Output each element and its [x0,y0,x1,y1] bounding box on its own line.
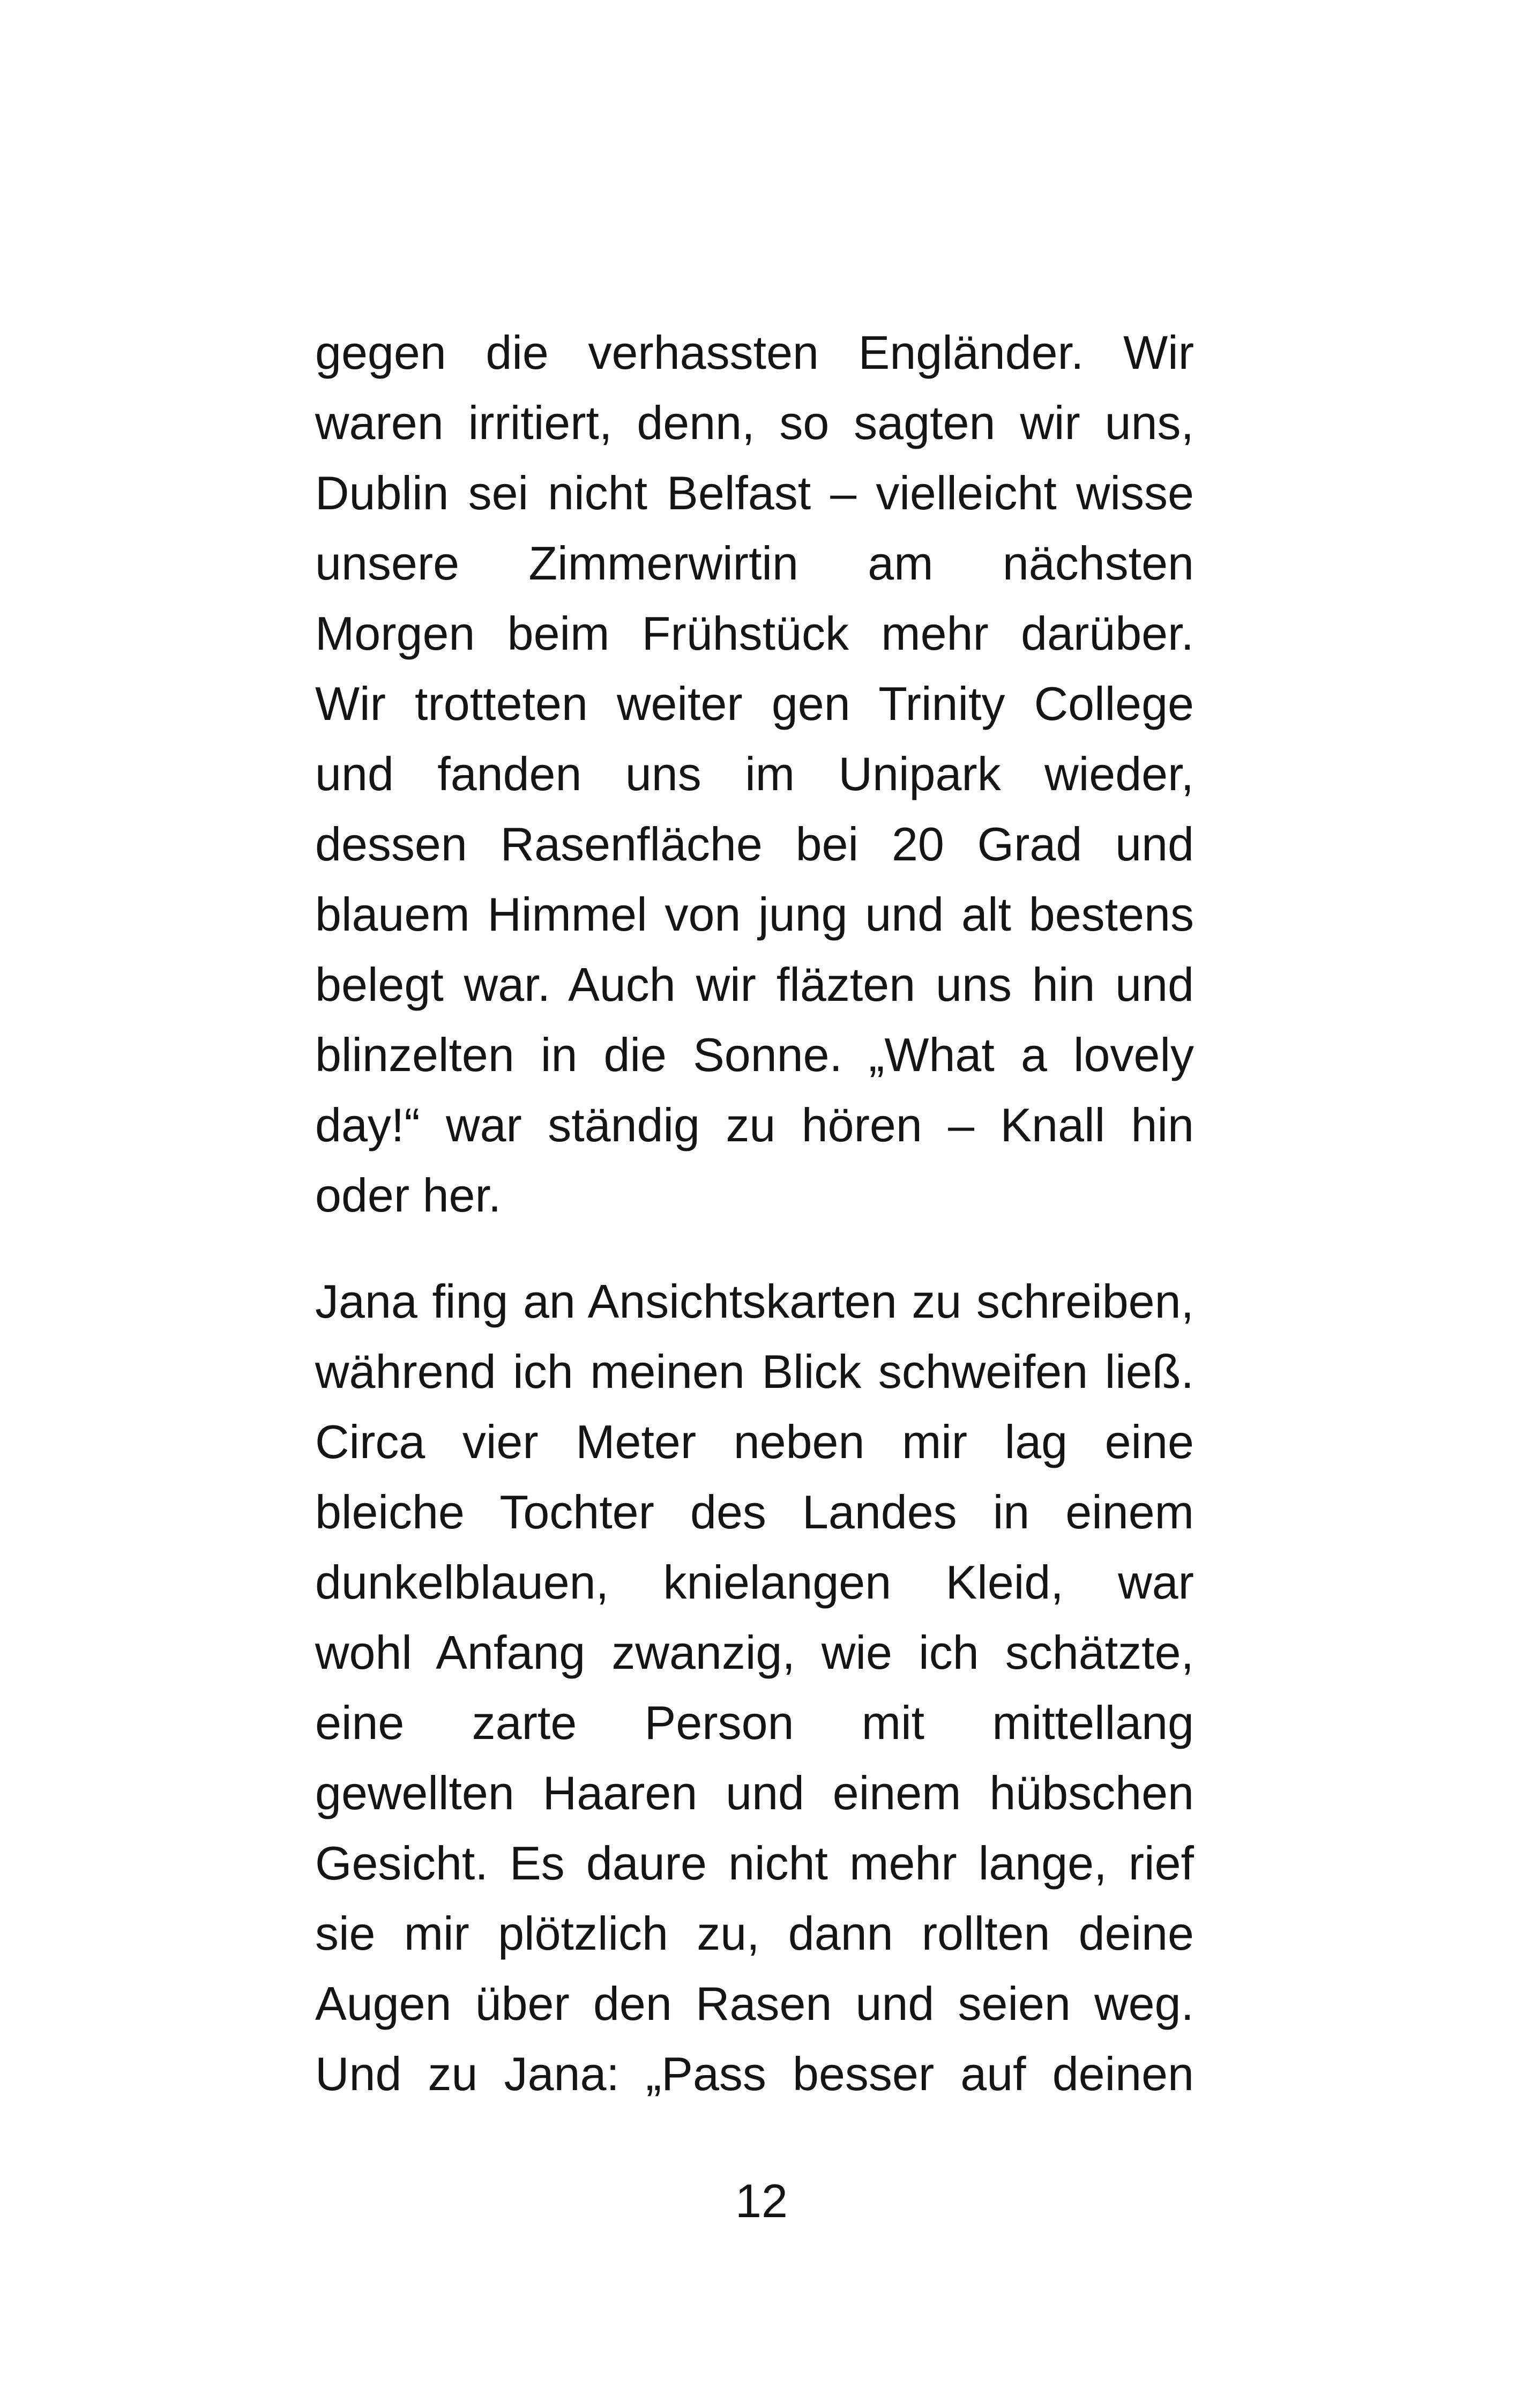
text-line: sie mir plötzlich zu, dann rollten deine [315,1907,1194,1960]
text-line: dessen Rasenfläche bei 20 Grad und [315,817,1194,871]
text-line: eine zarte Person mit mittellang [315,1696,1194,1749]
text-line: Circa vier Meter neben mir lag eine [315,1415,1194,1468]
text-line: gewellten Haaren und einem hübschen [315,1766,1194,1819]
paragraph-2 [315,1266,1194,2109]
paragraph-1 [315,317,1194,1230]
text-line: belegt war. Auch wir fläzten uns hin und [315,958,1194,1011]
text-line: wohl Anfang zwanzig, wie ich schätzte, [315,1626,1194,1679]
text-line: blinzelten in die Sonne. „What a lovely [315,1028,1194,1081]
text-line: Augen über den Rasen und seien weg. [315,1977,1194,2030]
text-line: Gesicht. Es daure nicht mehr lange, rief [315,1837,1194,1890]
text-line: Und zu Jana: „Pass besser auf deinen [315,2047,1194,2100]
text-line: day!“ war ständig zu hören – Knall hin [315,1098,1194,1151]
text-line: waren irritiert, denn, so sagten wir uns, [315,396,1194,449]
text-line: während ich meinen Blick schweifen ließ. [315,1345,1194,1398]
text-line: gegen die verhassten Engländer. Wir [315,326,1194,379]
text-line: bleiche Tochter des Landes in einem [315,1485,1194,1539]
text-line: Dublin sei nicht Belfast – vielleicht wisse [315,466,1194,519]
text-line: und fanden uns im Unipark wieder, [315,747,1194,800]
text-line: oder her. [315,1169,502,1222]
text-line: blauem Himmel von jung und alt bestens [315,888,1194,941]
text-line: Morgen beim Frühstück mehr darüber. [315,607,1194,660]
text-line: Wir trotteten weiter gen Trinity College [315,677,1194,730]
text-line: dunkelblauen, knielangen Kleid, war [315,1556,1194,1609]
text-line: Jana fing an Ansichtskarten zu schreiben, [315,1275,1194,1328]
text-line: unsere Zimmerwirtin am nächsten [315,537,1194,590]
page-number: 12 [735,2174,788,2227]
